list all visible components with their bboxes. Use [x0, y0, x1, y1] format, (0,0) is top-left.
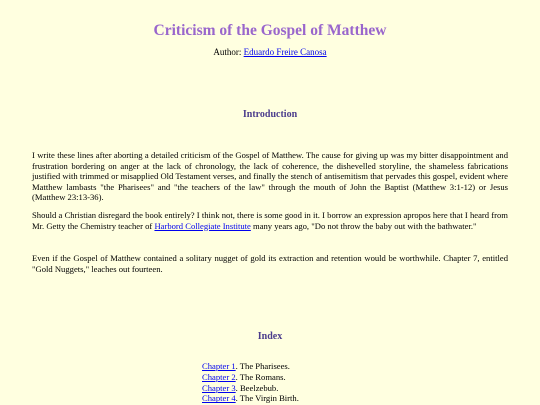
chapter-4-link[interactable]: Chapter 4 — [202, 393, 236, 404]
chapter-list-item — [202, 393, 299, 404]
chapter-list-item — [202, 372, 299, 383]
introduction-heading: Introduction — [242, 109, 298, 120]
harbord-collegiate-link[interactable]: Harbord Collegiate Institute — [154, 220, 251, 231]
chapter-1-link[interactable]: Chapter 1 — [202, 361, 236, 371]
chapter-2-link[interactable]: Chapter 2 — [202, 371, 236, 382]
author-link[interactable]: Eduardo Freire Canosa — [243, 47, 327, 57]
chapter-4-title: . The Virgin Birth. — [235, 393, 299, 404]
chapter-3-title: . Beelzebub. — [235, 382, 279, 393]
chapter-1-title: . The Pharisees. — [235, 361, 290, 371]
index-heading: Index — [257, 331, 283, 342]
chapter-3-link[interactable]: Chapter 3 — [202, 382, 236, 393]
chapter-list-item — [202, 383, 299, 394]
author-label: Author: — [213, 47, 242, 57]
intro-paragraph-3: Even if the Gospel of Matthew contained a solitary nugget of gold its extraction and retention would be worthwhile. Chapter 7, entitled "Gold Nuggets," leaches out fourteen. — [32, 253, 508, 274]
page-title: Criticism of the Gospel of Matthew — [153, 22, 387, 39]
intro-paragraph-2-text-end: many years ago, "Do not throw the baby out with the bathwater." — [250, 220, 477, 231]
intro-paragraph-2-text-start: Should a Christian disregard the book entirely? I think not, there is some good in it. I borrow an expression apropos here that I heard from Mr. Getty the Chemistry teacher of — [32, 210, 508, 231]
chapter-2-title: . The Romans. — [235, 371, 286, 382]
intro-paragraph-1: I write these lines after aborting a detailed criticism of the Gospel of Matthew. The cause for giving up was my bitter disappointment and frustration bordering on anger at the lack of chronology, the lack of coherence, the dishevelled storyline, the shameless fabrications justified with trimmed or misapplied Old Testament verses, and finally the stench of antisemitism that pervades this gospel, evident where Matthew lambasts "the Pharisees" and "the teachers of the law" through the mouth of John the Baptist (Matthew 3:1-12) or Jesus (Matthew 23:13-36). — [32, 150, 508, 203]
intro-paragraph-2 — [32, 210, 508, 231]
author-line — [0, 46, 540, 58]
chapter-list-item — [202, 361, 299, 372]
chapter-index-list — [202, 361, 299, 404]
